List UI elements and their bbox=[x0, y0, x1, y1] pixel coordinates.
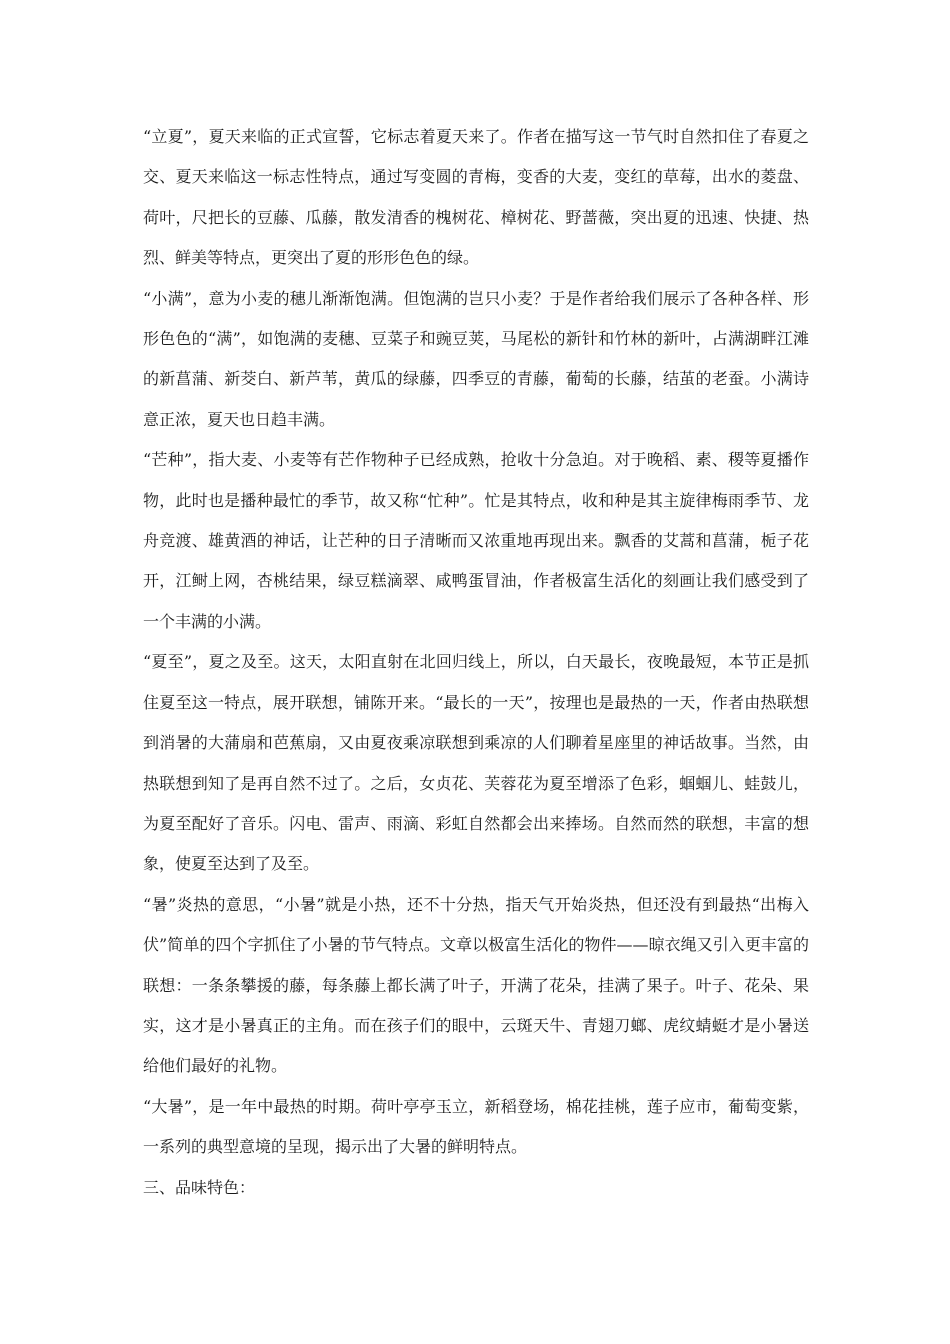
document-body bbox=[143, 117, 809, 1208]
paragraph-xiaoman: “小满”，意为小麦的穗儿渐渐饱满。但饱满的岂只小麦？于是作者给我们展示了各种各样、形形色色的“满”，如饱满的麦穗、豆菜子和豌豆荚，马尾松的新针和竹林的新叶，占满湖畔江滩的新菖蒲、新茭白、新芦苇，黄瓜的绿藤，四季豆的青藤，葡萄的长藤，结茧的老蚕。小满诗意正浓，夏天也日趋丰满。 bbox=[143, 288, 809, 429]
section-heading: 三、品味特色： bbox=[143, 1177, 256, 1197]
paragraph-xiazhi: “夏至”，夏之及至。这天，太阳直射在北回归线上，所以，白天最长，夜晚最短，本节正是抓住夏至这一特点，展开联想，铺陈开来。“最长的一天”，按理也是最热的一天，作者由热联想到消暑的大蒲扇和芭蕉扇，又由夏夜乘凉联想到乘凉的人们聊着星座里的神话故事。当然，由热联想到知了是再自然不过了。之后，女贞花、芙蓉花为夏至增添了色彩，蝈蝈儿、蛙鼓儿，为夏至配好了音乐。闪电、雷声、雨滴、彩虹自然都会出来捧场。自然而然的联想，丰富的想象，使夏至达到了及至。 bbox=[143, 652, 809, 874]
paragraph-dashu: “大暑”，是一年中最热的时期。荷叶亭亭玉立，新稻登场，棉花挂桃，莲子应市，葡萄变紫，一系列的典型意境的呈现，揭示出了大暑的鲜明特点。 bbox=[143, 1096, 809, 1157]
paragraph-mangzhong: “芒种”，指大麦、小麦等有芒作物种子已经成熟，抢收十分急迫。对于晚稻、素、稷等夏播作物，此时也是播种最忙的季节，故又称“忙种”。忙是其特点，收和种是其主旋律梅雨季节、龙舟竞渡、雄黄酒的神话，让芒种的日子清晰而又浓重地再现出来。飘香的艾蒿和菖蒲，栀子花开，江鲥上网，杏桃结果，绿豆糕滴翠、咸鸭蛋冒油，作者极富生活化的刻画让我们感受到了一个丰满的小满。 bbox=[143, 450, 809, 631]
paragraph-lixia: “立夏”，夏天来临的正式宣誓，它标志着夏天来了。作者在描写这一节气时自然扣住了春夏之交、夏天来临这一标志性特点，通过写变圆的青梅，变香的大麦，变红的草莓，出水的菱盘、荷叶，尺把长的豆藤、瓜藤，散发清香的槐树花、樟树花、野蔷薇，突出夏的迅速、快捷、热烈、鲜美等特点，更突出了夏的形形色色的绿。 bbox=[143, 127, 809, 268]
paragraph-xiaoshu: “暑”炎热的意思，“小暑”就是小热，还不十分热，指天气开始炎热，但还没有到最热“出梅入伏”简单的四个字抓住了小暑的节气特点。文章以极富生活化的物件——晾衣绳又引入更丰富的联想：一条条攀援的藤，每条藤上都长满了叶子，开满了花朵，挂满了果子。叶子、花朵、果实，这才是小暑真正的主角。而在孩子们的眼中，云斑天牛、青翅刀螂、虎纹蜻蜓才是小暑送给他们最好的礼物。 bbox=[143, 894, 809, 1076]
